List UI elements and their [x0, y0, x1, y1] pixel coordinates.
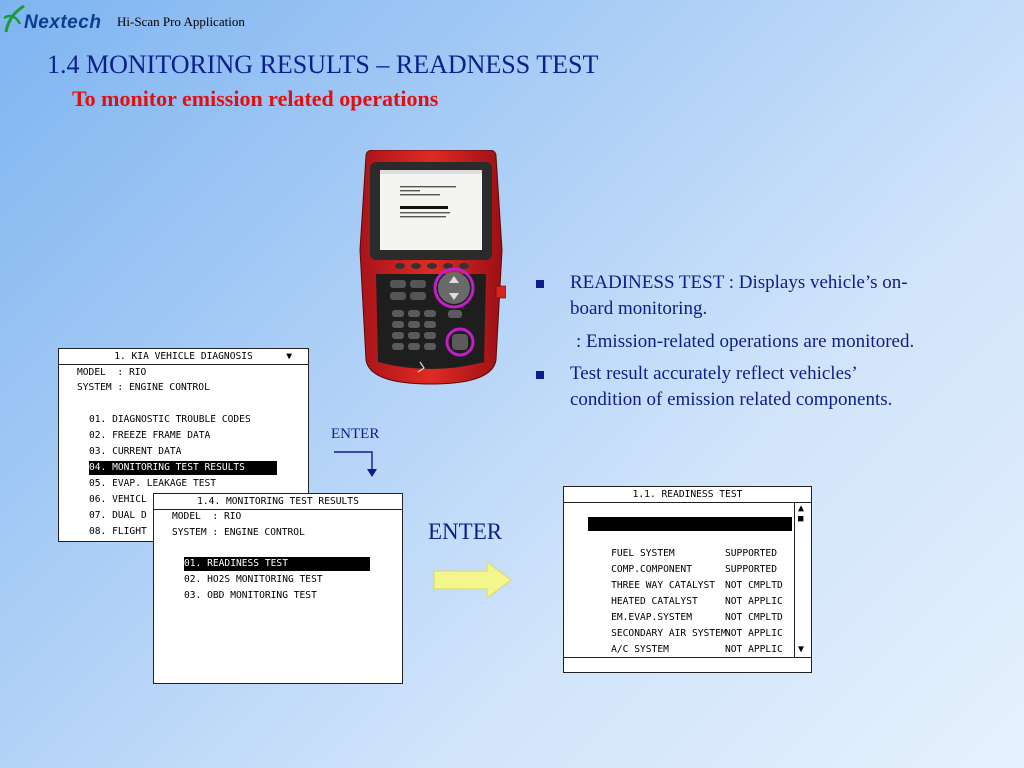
monitor-status: NOT APPLIC — [725, 644, 783, 655]
scanner-device-icon — [356, 150, 506, 386]
menu-item[interactable]: 03. CURRENT DATA — [89, 446, 182, 457]
screen-header — [564, 487, 811, 503]
readiness-row[interactable] — [588, 581, 792, 607]
readiness-row[interactable] — [588, 533, 792, 559]
menu-item[interactable]: 02. FREEZE FRAME DATA — [89, 430, 211, 441]
bullet-text: condition of emission related components. — [570, 389, 893, 410]
readiness-row[interactable] — [588, 565, 792, 591]
screen-header — [59, 349, 308, 365]
monitor-name: A/C SYSTEM — [611, 644, 669, 655]
monitor-status: NOT CMPLTD — [725, 580, 783, 591]
menu-item-selected[interactable]: 01. READINESS TEST — [184, 557, 370, 571]
bullet-continuation: : Emission-related operations are monitored. — [576, 331, 915, 352]
bullet-square-icon — [536, 280, 544, 288]
readiness-row[interactable] — [588, 517, 792, 543]
screen-footer — [564, 657, 811, 658]
scroll-down-icon[interactable]: ▼ — [798, 644, 805, 655]
nextech-logo — [2, 4, 122, 34]
monitor-name: FUEL SYSTEM — [611, 548, 675, 559]
monitor-status: SUPPORTED — [725, 532, 777, 543]
menu-item[interactable]: 08. FLIGHT — [89, 526, 147, 537]
monitor-status: NOT CMPLTD — [725, 612, 783, 623]
monitor-name: HEATED CATALYST — [611, 596, 698, 607]
menu-item[interactable]: 07. DUAL D — [89, 510, 147, 521]
menu-item-selected[interactable]: 04. MONITORING TEST RESULTS — [89, 461, 277, 475]
bullet-text: board monitoring. — [570, 298, 708, 319]
scroll-thumb[interactable]: ■ — [798, 514, 804, 524]
monitor-status: NOT APPLIC — [725, 628, 783, 639]
scroll-up-icon[interactable]: ▲ — [798, 503, 805, 514]
system-line: SYSTEM : ENGINE CONTROL — [77, 382, 210, 393]
screen-title: 1. KIA VEHICLE DIAGNOSIS — [114, 351, 253, 362]
monitor-status: SUPPORTED — [725, 564, 777, 575]
screen-monitoring-test-results — [153, 493, 403, 684]
readiness-row[interactable] — [588, 597, 792, 623]
menu-item[interactable]: 05. EVAP. LEAKAGE TEST — [89, 478, 217, 489]
bullet-test-result — [530, 361, 1000, 413]
model-line: MODEL : RIO — [172, 511, 242, 522]
menu-item[interactable]: 03. OBD MONITORING TEST — [184, 590, 317, 601]
right-arrow-icon — [433, 561, 513, 599]
menu-item[interactable]: 01. DIAGNOSTIC TROUBLE CODES — [89, 414, 251, 425]
readiness-row[interactable] — [588, 629, 792, 655]
down-arrow-icon — [332, 450, 378, 480]
monitor-name: MISFIRE — [611, 532, 652, 543]
bullet-text: READINESS TEST : Displays vehicle’s on- — [570, 272, 908, 293]
screen-title: 1.4. MONITORING TEST RESULTS — [197, 496, 359, 507]
monitor-status: NOT APPLIC — [725, 596, 783, 607]
readiness-row[interactable] — [588, 549, 792, 575]
scrollbar[interactable] — [794, 503, 811, 657]
description-bullets — [530, 270, 1000, 413]
bullet-readiness — [530, 270, 1000, 322]
logo-text: Nextech — [24, 12, 102, 33]
screen-readiness-test — [563, 486, 812, 673]
menu-item[interactable]: 06. VEHICL — [89, 494, 147, 505]
app-name: Hi-Scan Pro Application — [117, 14, 245, 29]
hi-scan-device-image — [356, 150, 506, 386]
bullet-square-icon — [536, 371, 544, 379]
readiness-row[interactable] — [588, 613, 792, 639]
system-line: SYSTEM : ENGINE CONTROL — [172, 527, 305, 538]
page-subtitle: To monitor emission related operations — [72, 86, 439, 111]
scroll-down-icon[interactable]: ▼ — [286, 351, 292, 362]
screen-title: 1.1. READINESS TEST — [632, 489, 743, 500]
monitor-name: SECONDARY AIR SYSTEM — [611, 628, 727, 639]
model-line: MODEL : RIO — [77, 367, 147, 378]
bullet-text: Test result accurately reflect vehicles’ — [570, 363, 858, 384]
monitor-name: EM.EVAP.SYSTEM — [611, 612, 692, 623]
monitor-name: COMP.COMPONENT — [611, 564, 692, 575]
menu-item[interactable]: 02. HO2S MONITORING TEST — [184, 574, 323, 585]
enter-label-small: ENTER — [331, 426, 380, 442]
page-title: 1.4 MONITORING RESULTS – READNESS TEST — [47, 50, 599, 79]
screen-header — [154, 494, 402, 510]
monitor-name: THREE WAY CATALYST — [611, 580, 716, 591]
enter-label-large: ENTER — [428, 519, 503, 544]
monitor-status: SUPPORTED — [725, 548, 777, 559]
